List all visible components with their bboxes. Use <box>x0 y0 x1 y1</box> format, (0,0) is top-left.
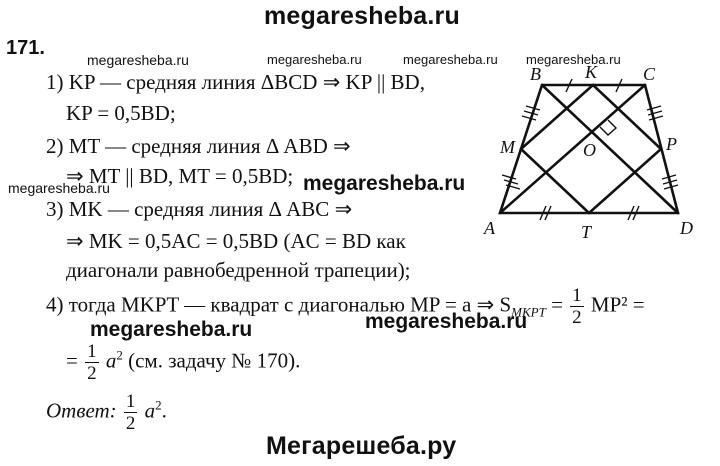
answer-variable: a <box>144 398 156 423</box>
label-t: T <box>581 222 592 242</box>
step-3-line-1: 3) MK — средняя линия Δ ABC ⇒ <box>46 197 353 221</box>
label-a: A <box>484 218 495 238</box>
tick-mark <box>522 116 536 120</box>
tick-mark <box>502 175 516 179</box>
watermark-left-lower: megaresheba.ru <box>90 318 253 341</box>
trapezoid-figure <box>480 62 710 242</box>
step-2-line-1: 2) MT — средняя линия Δ ABD ⇒ <box>46 134 351 158</box>
fraction-half-2 <box>85 342 99 383</box>
answer-fraction <box>124 392 138 433</box>
problem-number: 171. <box>6 37 45 59</box>
step-4-tail: MP² = <box>590 292 645 317</box>
fraction-denominator-2: 2 <box>87 363 97 384</box>
fraction-numerator: 1 <box>572 285 582 306</box>
answer-label: Ответ: <box>46 398 117 423</box>
fraction-numerator-2: 1 <box>87 341 97 362</box>
tick-mark <box>647 106 661 110</box>
watermark-left-mid: megaresheba.ru <box>8 180 110 196</box>
step-4-line-1 <box>46 286 645 327</box>
step-1-line-1: 1) KP — средняя линия ΔBCD ⇒ KP || BD, <box>46 70 425 94</box>
reference-text: (см. задачу № 170). <box>128 348 301 373</box>
answer-denominator: 2 <box>125 413 136 434</box>
label-m: M <box>500 137 515 157</box>
equals-sign: = <box>551 292 563 317</box>
label-d: D <box>680 218 693 238</box>
step-1-line-2: KP = 0,5BD; <box>66 101 176 125</box>
watermark-small-1: megaresheba.ru <box>87 52 189 68</box>
label-p: P <box>666 134 677 154</box>
answer-line <box>46 392 167 433</box>
label-b: B <box>530 64 541 84</box>
fraction-denominator: 2 <box>572 307 582 328</box>
step-4-text: 4) тогда MKPT — квадрат с диагональю MP = a ⇒ S <box>46 292 512 317</box>
variable-a: a <box>105 348 117 373</box>
watermark-top: megaresheba.ru <box>264 2 460 30</box>
step-2-line-2: ⇒ MT || BD, MT = 0,5BD; <box>66 164 294 188</box>
answer-exponent: 2 <box>155 397 162 413</box>
equals-sign-2: = <box>66 348 78 373</box>
watermark-center-mid: megaresheba.ru <box>303 172 466 195</box>
tick-mark <box>649 116 663 120</box>
fraction-half <box>570 286 584 327</box>
answer-period: . <box>161 398 167 423</box>
area-subscript: MKPT <box>511 304 546 320</box>
label-k: K <box>585 62 598 82</box>
watermark-bottom: Мегарешеба.ру <box>266 432 457 460</box>
answer-numerator: 1 <box>125 391 136 412</box>
label-c: C <box>643 64 656 84</box>
watermark-small-3: megaresheba.ru <box>403 52 498 67</box>
exponent: 2 <box>116 347 123 363</box>
tick-mark <box>648 111 662 115</box>
step-4-line-2 <box>66 342 300 383</box>
watermark-right-lower: megaresheba.ru <box>365 310 528 333</box>
watermark-small-2: megaresheba.ru <box>267 52 362 67</box>
watermark-small-4: megaresheba.ru <box>526 52 621 67</box>
step-3-line-2: ⇒ MK = 0,5AC = 0,5BD (AC = BD как <box>66 229 406 253</box>
label-o: O <box>583 140 596 160</box>
step-3-line-3: диагонали равнобедренной трапеции); <box>66 258 411 282</box>
